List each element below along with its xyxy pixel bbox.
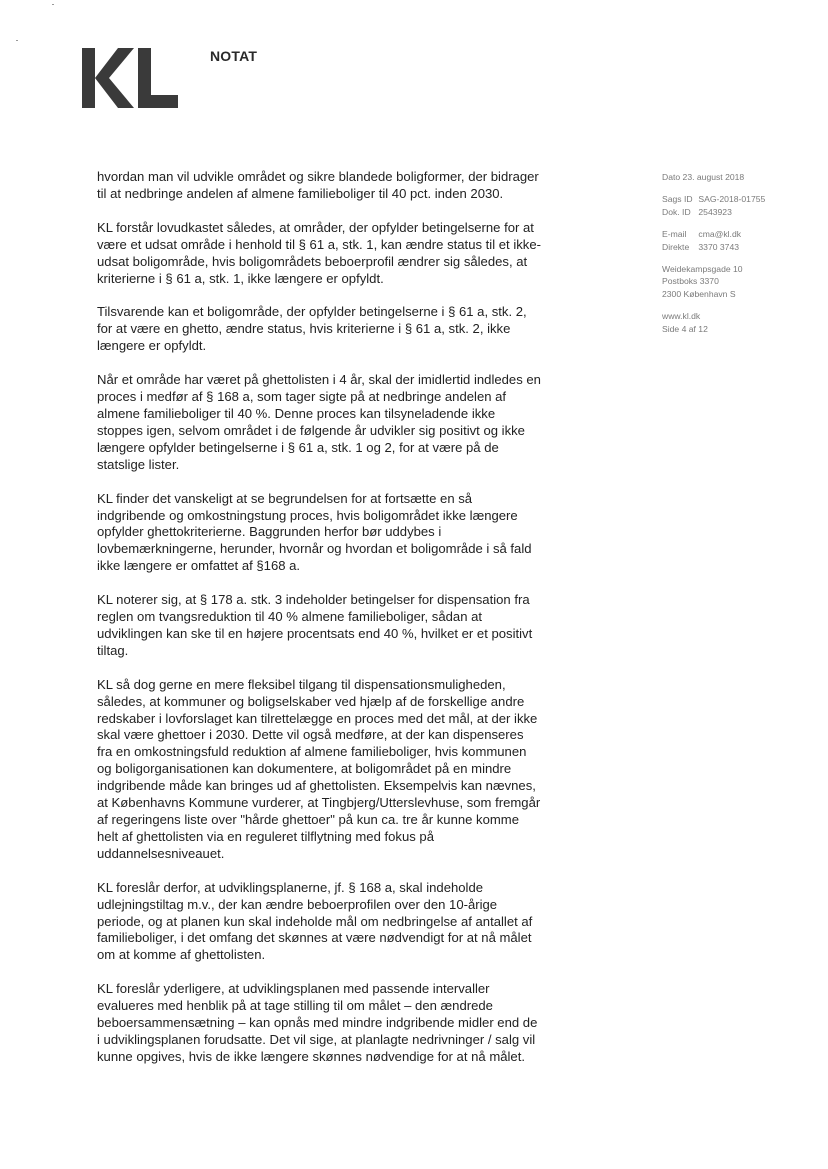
date-label: Dato bbox=[662, 172, 681, 182]
paragraph: KL forstår lovudkastet således, at områder, der opfylder betingelserne for at være et udsat område i henhold til § 61 a, stk. 1, kan ændre status til et ikke- udsat boligområde, hvis boligområdets beboerprofil ændrer sig således, at kriterierne i § 61 a, stk. 1, ikke længere er opfyldt. bbox=[97, 219, 541, 286]
paragraph: hvordan man vil udvikle området og sikre blandede boligformer, der bidrager til at nedbringe andelen af almene familieboliger til 40 pct. inden 2030. bbox=[97, 169, 539, 201]
case-id-value: SAG-2018-01755 bbox=[698, 194, 766, 205]
scan-speck bbox=[52, 4, 54, 5]
paragraph: Tilsvarende kan et boligområde, der opfylder betingelserne i § 61 a, stk. 2, for at være en ghetto, ændre status, hvis kriterierne i § 61 a, stk. 2, ikke længere er opfyldt. bbox=[97, 304, 527, 354]
paragraph: KL så dog gerne en mere fleksibel tilgang til dispensationsmuligheden, således, at kommuner og boligselskaber ved hjælp af de forskellige andre redskaber i lovforslaget kan tilrettelægge en proces med det mål, at der ikke skal være ghettoer i 2030. Dette vil også medføre, at der kan dispenseres fra en omkostningsfuld reduktion af almene familieboliger, hvis kommunen og boligorganisationen kan dokumentere, at boligområdet på en mindre indgribende måde kan bringes ud af ghettolisten. Eksempelvis kan nævnes, at Københavns Kommune vurderer, at Tingbjerg/Utterslevhuse, som fremgår af regeringens liste over "hårde ghettoer" på kun ca. tre år kunne komme helt af ghettolisten via en reguleret tilflytning med fokus på uddannelsesniveauet. bbox=[97, 676, 541, 861]
paragraph: Når et område har været på ghettolisten i 4 år, skal der imidlertid indledes en proces i medfør af § 168 a, som tager sigte på at nedbringe andelen af almene familieboliger til 40 %. Denne proces kan tilsyneladende ikke stoppes igen, selvom området i de følgende år udvikler sig positivt og ikke længere opfylder betingelserne i § 61 a, stk. 1 og 2, for at være på de statslige lister. bbox=[97, 372, 541, 472]
address-line-3: 2300 København S bbox=[662, 288, 736, 299]
document-metadata bbox=[662, 171, 812, 345]
phone-row bbox=[662, 241, 812, 253]
kl-logo bbox=[82, 48, 178, 108]
email-label: E-mail bbox=[662, 229, 687, 240]
paragraph: KL foreslår yderligere, at udviklingsplanen med passende intervaller evalueres med henblik på at tage stilling til om målet – den ændrede beboersammensætning – kan opnås med mindre indgribende midler end de i udviklingsplanen forudsatte. Det vil sige, at planlagte nedrivninger / salg vil kunne opgives, hvis de ikke længere skønnes nødvendige for at nå målet. bbox=[97, 981, 538, 1064]
document-body bbox=[97, 169, 557, 1083]
address-line-1: Weidekampsgade 10 bbox=[662, 264, 743, 275]
email-value: cma@kl.dk bbox=[698, 229, 742, 240]
paragraph: KL noterer sig, at § 178 a. stk. 3 indeholder betingelser for dispensation fra reglen om tvangsreduktion til 40 % almene familieboliger, sådan at udviklingen kan ske til en højere procentsats end 40 %, hvilket er et positivt tiltag. bbox=[97, 592, 533, 658]
doc-id-label: Dok. ID bbox=[662, 206, 691, 217]
doc-id-row bbox=[662, 206, 812, 218]
website: www.kl.dk bbox=[662, 311, 701, 322]
doc-id-value: 2543923 bbox=[698, 206, 732, 217]
document-type-label: NOTAT bbox=[210, 48, 258, 64]
phone-value: 3370 3743 bbox=[698, 241, 740, 252]
scan-speck bbox=[16, 40, 18, 41]
paragraph: KL foreslår derfor, at udviklingsplanerne, jf. § 168 a, skal indeholde udlejningstiltag m.v., der kan ændre beboerprofilen over den 10-årige periode, og at planen kun skal indeholde mål om nedbringelse af antallet af familieboliger, i det omfang det skønnes at være nødvendigt for at nå målet om at komme af ghettolisten. bbox=[97, 879, 533, 963]
page-number: Side 4 af 12 bbox=[662, 323, 708, 334]
address-line-2: Postboks 3370 bbox=[662, 276, 719, 287]
phone-label: Direkte bbox=[662, 241, 690, 252]
date-row bbox=[662, 171, 812, 183]
date-value: 23. august 2018 bbox=[682, 172, 745, 182]
case-id-row bbox=[662, 193, 812, 205]
paragraph: KL finder det vanskeligt at se begrundelsen for at fortsætte en så indgribende og omkostningstung proces, hvis boligområdet ikke længere opfylder ghettokriterierne. Baggrunden herfor bør uddybes i lovbemærkningerne, herunder, hvornår og hvordan et boligområde i så fald ikke længere er omfattet af §168 a. bbox=[97, 490, 532, 574]
case-id-label: Sags ID bbox=[662, 194, 693, 205]
email-row bbox=[662, 228, 812, 240]
